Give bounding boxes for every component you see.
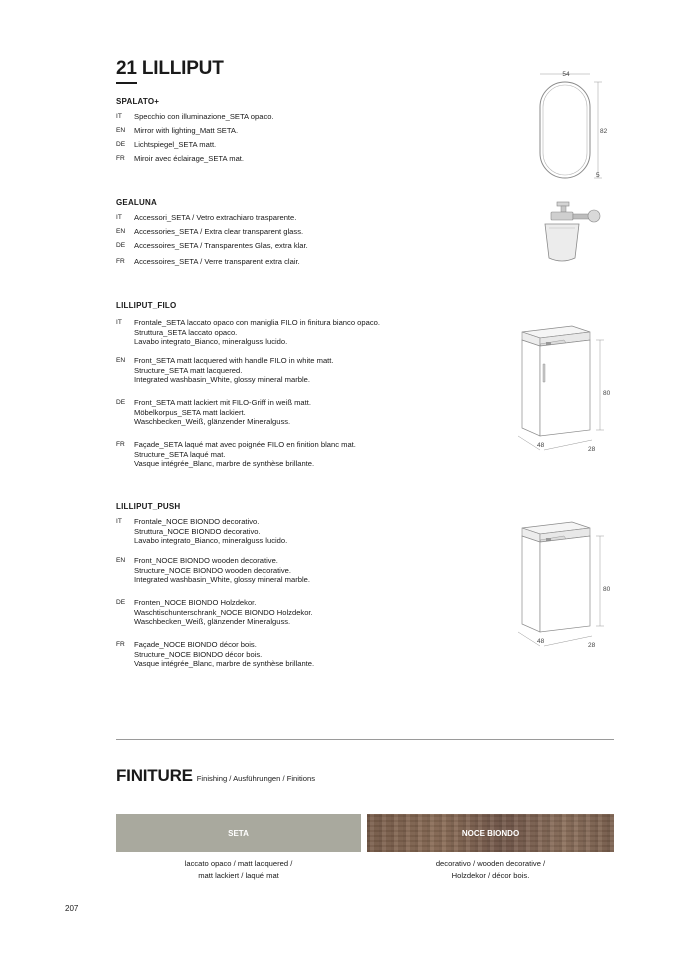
- dim-depth: 5: [596, 172, 600, 179]
- swatch-label: NOCE BIONDO: [461, 828, 520, 838]
- cabinet-push-drawing: [510, 514, 620, 659]
- lang-code: IT: [116, 214, 122, 221]
- swatch-noce-biondo: [367, 814, 614, 852]
- lang-code: IT: [116, 319, 122, 326]
- swatch-seta-description: [116, 858, 361, 882]
- product-name: LILLIPUT: [141, 58, 224, 79]
- lang-code: DE: [116, 399, 126, 406]
- lang-code: FR: [116, 441, 125, 448]
- row-line: Lichtspiegel_SETA matt.: [134, 140, 217, 149]
- lang-code: FR: [116, 641, 125, 648]
- dim-height: 80: [603, 390, 611, 397]
- swatch-noce-description: [367, 858, 614, 882]
- row-line: Front_NOCE BIONDO wooden decorative.: [134, 556, 278, 565]
- lang-code: EN: [116, 357, 126, 364]
- product-number: 21: [116, 58, 137, 79]
- dim-height: 82: [600, 128, 608, 135]
- mirror-drawing: [520, 60, 620, 185]
- lang-code: DE: [116, 242, 126, 249]
- dim-height: 80: [603, 586, 611, 593]
- row-line: Waschbecken_Weiß, glänzender Mineralguss.: [134, 417, 291, 427]
- cabinet-filo-drawing: [510, 318, 620, 463]
- section-title-lilliput-push: LILLIPUT_PUSH: [116, 502, 181, 511]
- finiture-title: FINITURE: [116, 766, 193, 785]
- finiture-heading: [116, 766, 315, 786]
- row-line: Vasque intégrée_Blanc, marbre de synthèse brillante.: [134, 659, 315, 669]
- section-divider: [116, 739, 614, 740]
- lang-code: FR: [116, 258, 125, 265]
- page-title: [116, 58, 224, 80]
- row-line: Structure_SETA laqué mat.: [134, 449, 226, 459]
- row-line: Structure_SETA matt lacquered.: [134, 365, 243, 375]
- row-line: Lavabo integrato_Bianco, mineralguss lucido.: [134, 337, 288, 347]
- row-line: Vasque intégrée_Blanc, marbre de synthèse brillante.: [134, 459, 315, 469]
- row-line: Façade_SETA laqué mat avec poignée FILO en finition blanc mat.: [134, 440, 356, 449]
- dim-depth: 28: [588, 446, 596, 453]
- row-line: Struttura_SETA laccato opaco.: [134, 327, 238, 337]
- lang-code: EN: [116, 228, 126, 235]
- row-line: Frontale_NOCE BIONDO decorativo.: [134, 517, 260, 526]
- row-line: Waschbecken_Weiß, glänzender Mineralguss.: [134, 617, 291, 627]
- page-number: 207: [65, 904, 79, 913]
- row-line: Specchio con illuminazione_SETA opaco.: [134, 112, 274, 121]
- lang-code: FR: [116, 155, 125, 162]
- row-line: Accessories_SETA / Extra clear transparent glass.: [134, 227, 304, 236]
- lang-code: EN: [116, 127, 126, 134]
- swatch-label: SETA: [228, 828, 249, 838]
- dim-width: 48: [537, 638, 545, 645]
- dim-depth: 28: [588, 642, 596, 649]
- row-line: Frontale_SETA laccato opaco con maniglia FILO in finitura bianco opaco.: [134, 318, 380, 327]
- lang-code: EN: [116, 557, 126, 564]
- soap-dispenser-drawing: [535, 198, 605, 273]
- row-line: Waschtischunterschrank_NOCE BIONDO Holzdekor.: [134, 607, 313, 617]
- row-line: Lavabo integrato_Bianco, mineralguss lucido.: [134, 536, 288, 546]
- lang-code: DE: [116, 141, 126, 148]
- swatch-seta: [116, 814, 361, 852]
- desc-line: matt lackiert / laqué mat: [198, 871, 279, 880]
- desc-line: Holzdekor / décor bois.: [451, 871, 530, 880]
- dim-width: 54: [562, 71, 570, 78]
- dim-width: 48: [537, 442, 545, 449]
- lang-code: IT: [116, 113, 122, 120]
- section-title-spalato: SPALATO+: [116, 97, 160, 106]
- desc-line: laccato opaco / matt lacquered /: [184, 859, 293, 868]
- row-line: Miroir avec éclairage_SETA mat.: [134, 154, 245, 163]
- desc-line: decorativo / wooden decorative /: [435, 859, 546, 868]
- section-title-lilliput-filo: LILLIPUT_FILO: [116, 301, 177, 310]
- section-title-gealuna: GEALUNA: [116, 198, 157, 207]
- row-line: Möbelkorpus_SETA matt lackiert.: [134, 407, 246, 417]
- row-line: Mirror with lighting_Matt SETA.: [134, 126, 239, 135]
- row-line: Structure_NOCE BIONDO décor bois.: [134, 649, 263, 659]
- row-line: Integrated washbasin_White, glossy mineral marble.: [134, 575, 311, 585]
- lang-code: IT: [116, 518, 122, 525]
- row-line: Struttura_NOCE BIONDO decorativo.: [134, 526, 261, 536]
- row-line: Accessoires_SETA / Transparentes Glas, extra klar.: [134, 241, 308, 250]
- row-line: Façade_NOCE BIONDO décor bois.: [134, 640, 257, 649]
- row-line: Front_SETA matt lackiert mit FILO-Griff in weiß matt.: [134, 398, 311, 407]
- row-line: Fronten_NOCE BIONDO Holzdekor.: [134, 598, 257, 607]
- lang-code: DE: [116, 599, 126, 606]
- row-line: Integrated washbasin_White, glossy mineral marble.: [134, 375, 311, 385]
- row-line: Structure_NOCE BIONDO wooden decorative.: [134, 565, 292, 575]
- row-line: Front_SETA matt lacquered with handle FILO in white matt.: [134, 356, 334, 365]
- finiture-subtitle: Finishing / Ausführungen / Finitions: [196, 774, 315, 783]
- row-line: Accessori_SETA / Vetro extrachiaro trasparente.: [134, 213, 297, 222]
- row-line: Accessoires_SETA / Verre transparent extra clair.: [134, 257, 300, 266]
